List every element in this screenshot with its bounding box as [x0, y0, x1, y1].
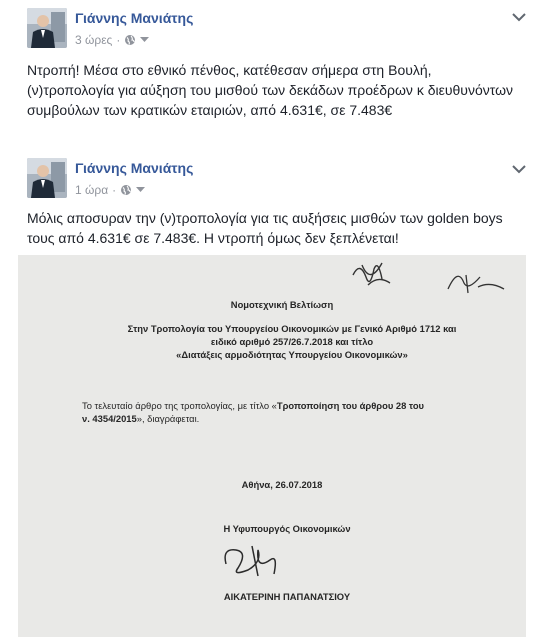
chevron-down-icon[interactable] [512, 164, 526, 174]
doc-heading: Νομοτεχνική Βελτίωση [230, 299, 334, 310]
post-meta [75, 33, 149, 47]
doc-signer-role: Η Υφυπουργός Οικονομικών [223, 523, 351, 534]
doc-line1: Στην Τροπολογία του Υπουργείου Οικονομικών με Γενικό Αριθμό 1712 και [127, 323, 457, 334]
handwritten-signature-bottom [218, 540, 298, 580]
post-timestamp[interactable]: 3 ώρες [75, 33, 113, 47]
doc-line2: ειδικό αριθμό 257/26.7.2018 και τίτλο [210, 336, 374, 347]
separator-dot: · [112, 183, 117, 197]
avatar[interactable] [27, 8, 67, 48]
chevron-down-icon[interactable] [512, 12, 526, 22]
audience-chevron-icon[interactable] [140, 37, 149, 43]
post-author[interactable]: Γιάννης Μανιάτης [75, 160, 194, 176]
audience-chevron-icon[interactable] [136, 187, 145, 193]
post [0, 152, 542, 637]
profile-photo [27, 158, 67, 198]
handwritten-initials-top [438, 263, 508, 297]
post [0, 0, 542, 148]
post-text: Μόλις αποσυραν την (ν)τροπολογία για τις αυξήσεις μισθών των golden boys τους από 4.631€ σε 7.483€. Η ντροπή όμως δεν ξεπλένεται! [27, 210, 503, 246]
post-meta [75, 183, 145, 197]
avatar[interactable] [27, 158, 67, 198]
doc-date-line: Αθήνα, 26.07.2018 [241, 479, 323, 490]
handwritten-signature-top [348, 255, 438, 295]
doc-line3: «Διατάξεις αρμοδιότητας Υπουργείου Οικονομικών» [176, 349, 408, 360]
profile-photo [27, 8, 67, 48]
separator-dot: · [116, 33, 121, 47]
doc-body: Το τελευταίο άρθρο της τροπολογίας, με τίτλο «Τροποποίηση του άρθρου 28 του ν. 4354/2015», διαγράφεται. [82, 400, 425, 424]
post-author[interactable]: Γιάννης Μανιάτης [75, 10, 194, 26]
post-text: Ντροπή! Μέσα στο εθνικό πένθος, κατέθεσαν σήμερα στη Βουλή, (ν)τροπολογία για αύξηση του μισθού των δεκάδων προέδρων κ διευθυνόντων συμβούλων των κρατικών εταιριών, από 4.631€, σε 7.483€ [27, 62, 514, 118]
globe-icon[interactable] [124, 34, 136, 46]
doc-signer-name: ΑΙΚΑΤΕΡΙΝΗ ΠΑΠΑΝΑΤΣΙΟΥ [223, 591, 351, 602]
post-timestamp[interactable]: 1 ώρα [75, 183, 109, 197]
post-photo-document[interactable] [18, 255, 526, 637]
globe-icon[interactable] [120, 184, 132, 196]
